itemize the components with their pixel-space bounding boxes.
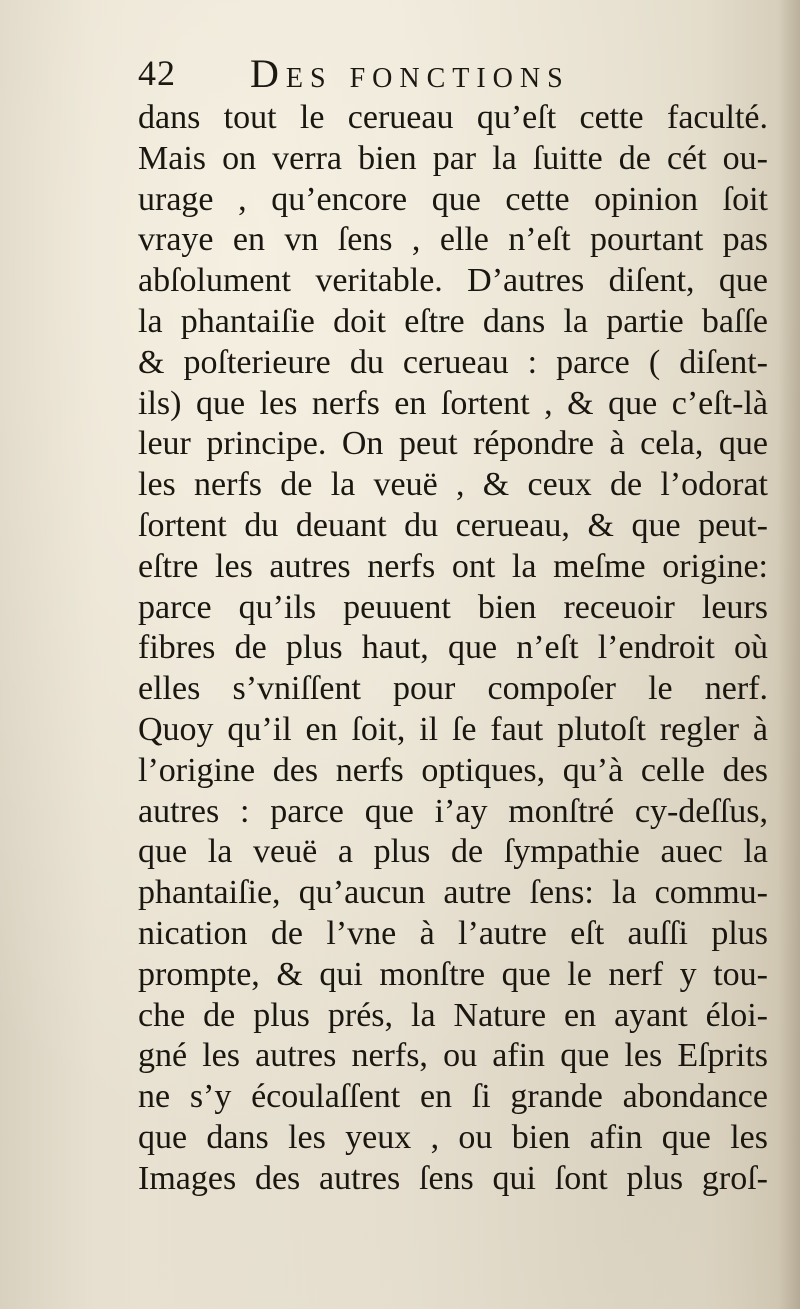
body-text [138, 98, 768, 1200]
text-line: dans tout le cerueau qu’eſt cette faculté. [138, 99, 768, 136]
page-number: 42 [138, 53, 176, 93]
text-line: la phantaiſie doit eſtre dans la partie baſſe [138, 302, 768, 340]
text-line: Mais on verra bien par la ſuitte de cét ou- [138, 139, 768, 177]
text-line: ſortent du deuant du cerueau, & que peut- [138, 506, 768, 544]
text-line: l’origine des nerfs optiques, qu’à celle des [138, 751, 768, 789]
text-line: ils) que les nerfs en ſortent , & que c’eſt-là [138, 384, 768, 422]
text-line: elles s’vniſſent pour compoſer le nerf. [138, 670, 768, 708]
text-line: nication de l’vne à l’autre eſt auſſi plus [138, 914, 768, 952]
text-line: urage , qu’encore que cette opinion ſoit [138, 180, 768, 218]
text-line: ne s’y écoulaſſent en ſi grande abondance [138, 1078, 768, 1116]
text-line: autres : parce que i’ay monſtré cy-deſſus, [138, 792, 768, 830]
text-line: Images des autres ſens qui ſont plus groſ- [138, 1159, 768, 1197]
text-line: Quoy qu’il en ſoit, il ſe faut plutoſt regler à [138, 710, 768, 748]
page-header [138, 50, 778, 98]
text-line: & poſterieure du cerueau : parce ( diſent- [138, 343, 768, 381]
text-line: que dans les yeux , ou bien afin que les [138, 1118, 768, 1156]
text-line: phantaiſie, qu’aucun autre ſens: la commu- [138, 874, 768, 912]
page-fold-shadow [778, 0, 800, 1309]
text-line: eſtre les autres nerfs ont la meſme origine: [138, 547, 768, 585]
text-line: leur principe. On peut répondre à cela, que [138, 425, 768, 463]
text-line: les nerfs de la veuë , & ceux de l’odorat [138, 466, 768, 504]
text-line: che de plus prés, la Nature en ayant éloi- [138, 996, 768, 1034]
text-line: parce qu’ils peuuent bien receuoir leurs [138, 588, 768, 626]
text-line: que la veuë a plus de ſympathie auec la [138, 833, 768, 871]
text-line: vraye en vn ſens , elle n’eſt pourtant pas [138, 221, 768, 259]
text-line: gné les autres nerfs, ou afin que les Eſprits [138, 1037, 768, 1075]
text-line: fibres de plus haut, que n’eſt l’endroit où [138, 629, 768, 667]
running-head: Des fonctions [250, 51, 570, 96]
text-line: abſolument veritable. D’autres diſent, que [138, 262, 768, 300]
text-line: prompte, & qui monſtre que le nerf y tou- [138, 955, 768, 993]
